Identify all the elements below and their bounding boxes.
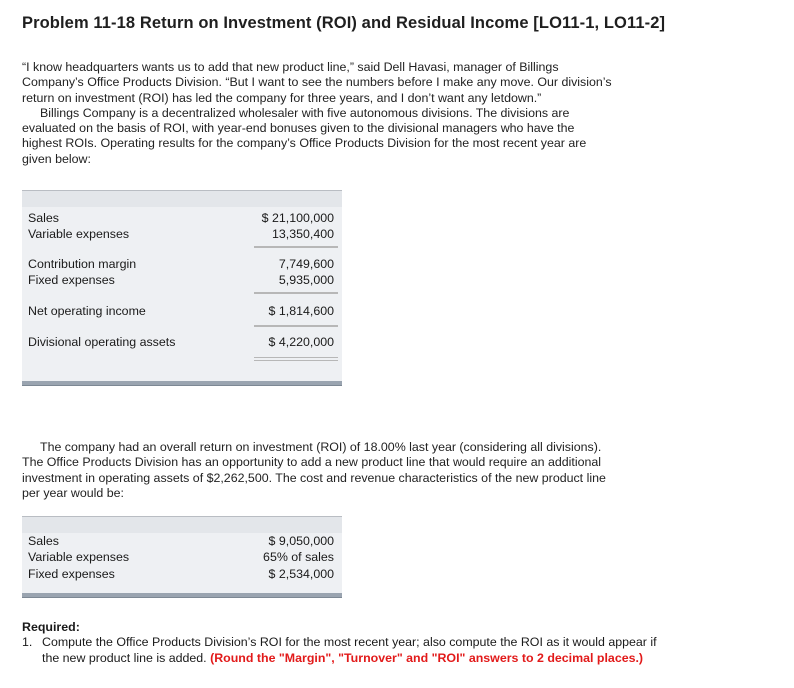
row-label: Variable expenses — [28, 550, 130, 564]
table-footer-band — [22, 381, 342, 386]
row-value: $ 9,050,000 — [268, 534, 334, 548]
para-line: The company had an overall return on investment (ROI) of 18.00% last year (considering all divisions). — [40, 440, 602, 454]
total-rule — [254, 325, 338, 327]
para-line: The Office Products Division has an opportunity to add a new product line that would require an additional — [22, 455, 602, 470]
row-label: Sales — [28, 534, 59, 548]
row-value: $ 2,534,000 — [268, 567, 334, 581]
intro-line: Billings Company is a decentralized wholesaler with five autonomous divisions. The divisions are — [40, 105, 570, 120]
para-line: investment in operating assets of $2,262,500. The cost and revenue characteristics of the new product line — [22, 470, 606, 485]
para-line: per year would be: — [22, 485, 124, 500]
row-value: 5,935,000 — [278, 273, 334, 287]
item-number: 1. — [22, 635, 33, 650]
intro-line: given below: — [22, 151, 91, 166]
row-value: 7,749,600 — [278, 257, 334, 271]
intro-line: evaluated on the basis of ROI, with year-end bonuses given to the divisional managers who have the — [22, 121, 575, 136]
table-header-band — [22, 516, 342, 533]
table-row — [22, 566, 342, 582]
row-label: Sales — [28, 211, 59, 225]
problem-title: Problem 11-18 Return on Investment (ROI) and Residual Income [LO11-1, LO11-2] — [22, 14, 666, 32]
required-heading: Required: — [22, 620, 80, 634]
intro-line: Company’s Office Products Division. “But I want to see the numbers before I make any move. Our division’s — [22, 75, 612, 90]
new-product-paragraph — [22, 440, 662, 501]
row-value: 65% of sales — [263, 550, 334, 564]
table-row — [22, 533, 342, 549]
table-row — [22, 272, 342, 288]
row-value: $ 21,100,000 — [261, 211, 334, 225]
rounding-note: (Round the "Margin", "Turnover" and "ROI" answers to 2 decimal places.) — [210, 650, 644, 665]
division-results-table — [22, 190, 342, 386]
row-label: Fixed expenses — [28, 273, 115, 287]
new-product-table — [22, 516, 342, 598]
row-value: 13,350,400 — [271, 227, 334, 241]
subtotal-rule — [254, 292, 338, 294]
row-label: Variable expenses — [28, 227, 130, 241]
required-section — [22, 620, 662, 666]
subtotal-rule — [254, 246, 338, 248]
row-label: Divisional operating assets — [28, 335, 176, 349]
required-item — [22, 635, 662, 666]
table-row — [22, 226, 342, 242]
row-label: Fixed expenses — [28, 567, 115, 581]
table-row — [22, 334, 342, 350]
intro-line: “I know headquarters wants us to add that new product line,” said Dell Havasi, manager of Billings — [22, 60, 559, 74]
table-row — [22, 210, 342, 226]
double-rule-top — [254, 357, 338, 358]
table-row — [22, 549, 342, 565]
intro-paragraph — [22, 60, 662, 167]
table-row — [22, 256, 342, 272]
row-value: $ 4,220,000 — [268, 335, 334, 349]
table-row — [22, 303, 342, 319]
intro-line: highest ROIs. Operating results for the company’s Office Products Division for the most recent year are — [22, 136, 587, 151]
row-value: $ 1,814,600 — [268, 304, 334, 318]
item-text: Compute the Office Products Division’s ROI for the most recent year; also compute the ROI as it would appear if the new product line is added. — [42, 635, 657, 665]
row-label: Net operating income — [28, 304, 146, 318]
table-header-band — [22, 190, 342, 207]
table-footer-band — [22, 593, 342, 598]
intro-line: return on investment (ROI) has led the company for three years, and I don’t want any letdown.” — [22, 90, 542, 105]
row-label: Contribution margin — [28, 257, 137, 271]
double-rule-bottom — [254, 360, 338, 361]
